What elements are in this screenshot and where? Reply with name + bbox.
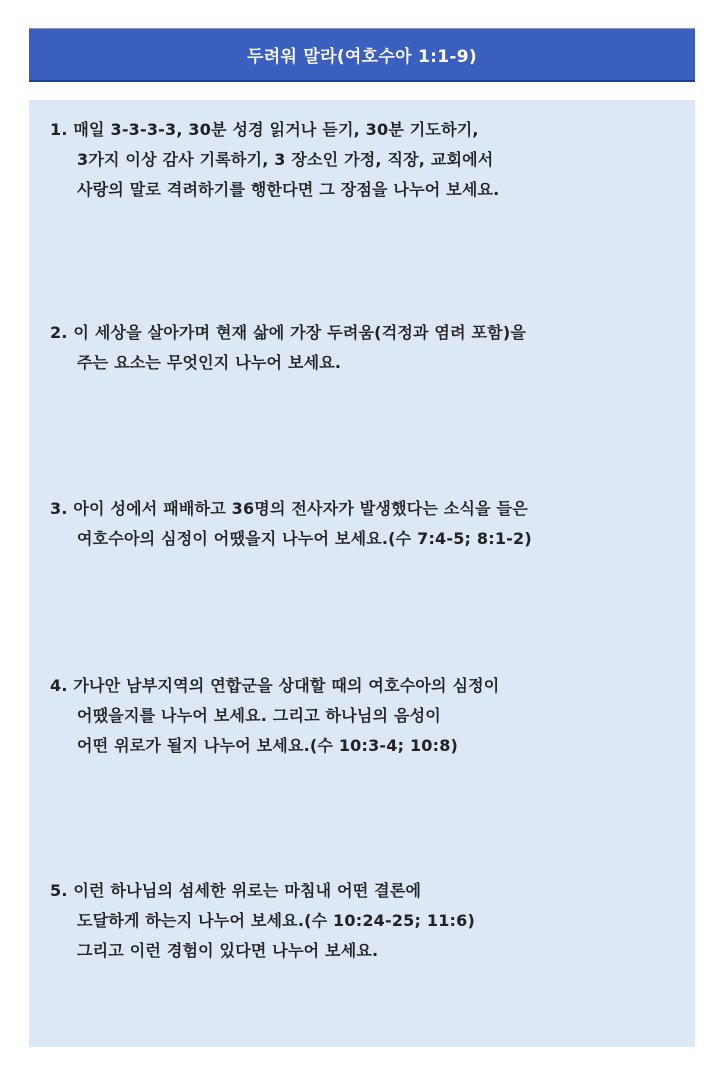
question-5-number: 5. [50,881,68,900]
question-3-line-1 [50,494,680,524]
question-2-line-2: 주는 요소는 무엇인지 나누어 보세요. [77,353,342,372]
question-5 [50,876,680,966]
question-1-line-3: 사랑의 말로 격려하기를 행한다면 그 장점을 나누어 보세요. [77,180,500,199]
question-3 [50,494,680,554]
question-3-number: 3. [50,499,68,518]
question-4-line-1 [50,671,680,701]
question-4 [50,671,680,761]
question-panel [29,100,695,1047]
question-5-line-3: 그리고 이런 경험이 있다면 나누어 보세요. [77,941,379,960]
question-2-text-1: 이 세상을 살아가며 현재 삶에 가장 두려움(걱정과 염려 포함)을 [73,323,526,342]
question-5-line-2: 도달하게 하는지 나누어 보세요.(수 10:24-25; 11:6) [77,911,475,930]
question-5-text-1: 이런 하나님의 섬세한 위로는 마침내 어떤 결론에 [73,881,422,900]
page-title: 두려워 말라(여호수아 1:1-9) [247,47,477,67]
question-1-line-2: 3가지 이상 감사 기록하기, 3 장소인 가정, 직장, 교회에서 [77,150,494,169]
question-1-number: 1. [50,120,68,139]
question-5-line-1 [50,876,680,906]
question-4-number: 4. [50,676,68,695]
question-1-line-1 [50,115,680,145]
question-1-text-1: 매일 3-3-3-3, 30분 성경 읽거나 듣기, 30분 기도하기, [73,120,479,139]
question-4-line-2: 어땠을지를 나누어 보세요. 그리고 하나님의 음성이 [77,706,441,725]
question-3-text-1: 아이 성에서 패배하고 36명의 전사자가 발생했다는 소식을 들은 [73,499,528,518]
question-2-number: 2. [50,323,68,342]
question-2-line-1 [50,318,680,348]
question-2 [50,318,680,378]
question-3-line-2: 여호수아의 심정이 어땠을지 나누어 보세요.(수 7:4-5; 8:1-2) [77,529,532,548]
question-4-text-1: 가나안 남부지역의 연합군을 상대할 때의 여호수아의 심정이 [73,676,500,695]
question-4-line-3: 어떤 위로가 될지 나누어 보세요.(수 10:3-4; 10:8) [77,736,459,755]
question-1 [50,115,680,205]
title-bar [29,28,695,82]
